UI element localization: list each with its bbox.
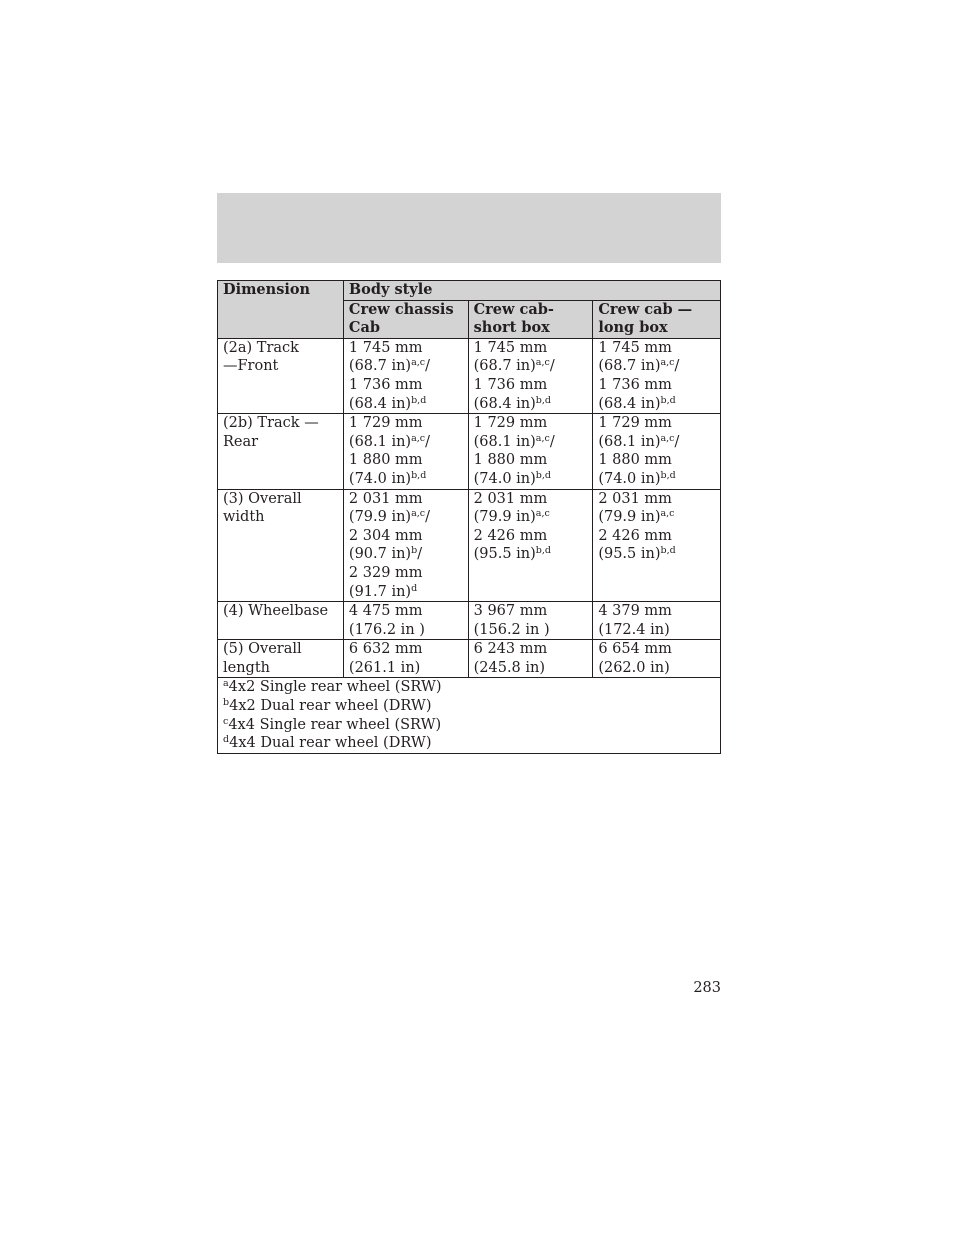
footnote-marker: b,d <box>660 394 676 406</box>
footnote-marker: b,d <box>535 545 551 557</box>
footnote-marker: a,c <box>535 357 550 369</box>
column-header-crew-cab-long-box: Crew cab — long box <box>593 300 721 338</box>
value-text: (68.4 in) <box>348 395 412 412</box>
value-line <box>474 659 588 678</box>
value-line <box>474 357 588 376</box>
footnote-mark: c <box>223 715 229 727</box>
value-text: 1 880 mm <box>598 452 672 469</box>
value-text: (68.4 in) <box>473 395 536 412</box>
value-line <box>349 339 463 358</box>
value-text: 2 329 mm <box>348 564 423 581</box>
column-header-crew-cab-short-box: Crew cab-short box <box>468 300 593 338</box>
value-line <box>349 414 463 433</box>
value-text: (95.5 in) <box>473 546 536 563</box>
dimension-label-line: (2b) Track — <box>223 415 319 432</box>
table-body <box>218 338 721 678</box>
table-row <box>218 338 721 413</box>
value-line <box>598 621 715 640</box>
value-text: (68.7 in) <box>598 358 661 375</box>
value-line <box>349 395 463 414</box>
dimension-label-line: (5) Overall <box>223 641 302 658</box>
value-line <box>349 602 463 621</box>
dimension-label-line: Rear <box>223 433 259 450</box>
value-line <box>598 414 715 433</box>
dimension-label-line: width <box>223 509 265 526</box>
value-cell <box>468 640 593 678</box>
footnote-marker: b <box>411 545 418 557</box>
value-line <box>598 490 715 509</box>
footnote-marker: a,c <box>411 432 426 444</box>
value-line <box>474 640 588 659</box>
value-text: (79.9 in) <box>348 509 412 526</box>
value-line <box>474 527 588 546</box>
value-line <box>349 621 463 640</box>
body-style-header: Body style <box>343 281 720 301</box>
value-cell <box>468 338 593 413</box>
value-cell <box>343 489 468 602</box>
separator-slash: / <box>417 546 423 563</box>
value-line <box>598 545 715 564</box>
value-cell <box>468 489 593 602</box>
footnote-text: 4x4 Dual rear wheel (DRW) <box>229 735 432 752</box>
dimension-label-line: (2a) Track <box>223 339 299 356</box>
value-line <box>349 433 463 452</box>
footnote-marker: b,d <box>660 545 676 557</box>
footnote-marker: a,c <box>660 432 675 444</box>
value-line <box>474 490 588 509</box>
footnotes <box>218 678 721 753</box>
value-text: (261.1 in) <box>348 659 421 676</box>
dimension-cell <box>218 414 344 489</box>
footnote-item <box>223 697 715 716</box>
footnote-marker: a,c <box>660 508 675 520</box>
value-line <box>598 508 715 527</box>
footnote-mark: d <box>223 734 230 746</box>
value-line <box>349 357 463 376</box>
value-line <box>598 433 715 452</box>
value-cell <box>343 602 468 640</box>
value-cell <box>593 640 721 678</box>
value-line <box>598 602 715 621</box>
value-line <box>598 357 715 376</box>
dimension-cell <box>218 338 344 413</box>
footnote-marker: a,c <box>535 432 550 444</box>
value-line <box>349 583 463 602</box>
value-line <box>598 527 715 546</box>
value-text: 6 243 mm <box>473 641 548 658</box>
footnote-mark: a <box>223 678 229 690</box>
value-line <box>598 470 715 489</box>
value-line <box>474 451 588 470</box>
value-text: (79.9 in) <box>598 509 661 526</box>
value-text: 1 880 mm <box>348 452 423 469</box>
separator-slash: / <box>425 509 430 526</box>
value-line <box>349 659 463 678</box>
footnote-text: 4x4 Single rear wheel (SRW) <box>228 716 442 733</box>
value-text: 1 729 mm <box>473 415 548 432</box>
value-text: 2 031 mm <box>473 490 548 507</box>
value-text: 1 880 mm <box>473 452 548 469</box>
footnote-item <box>223 734 715 753</box>
page-number: 283 <box>693 980 721 996</box>
dimension-cell <box>218 489 344 602</box>
footnote-marker: a,c <box>411 357 426 369</box>
separator-slash: / <box>425 433 430 450</box>
value-cell <box>343 640 468 678</box>
value-line <box>598 339 715 358</box>
value-line <box>598 659 715 678</box>
value-cell <box>343 414 468 489</box>
value-line <box>598 395 715 414</box>
value-cell <box>468 602 593 640</box>
value-line <box>474 470 588 489</box>
footnote-marker: a,c <box>535 508 550 520</box>
separator-slash: / <box>674 433 680 450</box>
table-row <box>218 640 721 678</box>
footnote-marker: d <box>411 582 418 594</box>
value-text: 1 745 mm <box>598 339 672 356</box>
dimension-cell <box>218 602 344 640</box>
value-text: (68.1 in) <box>473 433 536 450</box>
dimension-label-line: (3) Overall <box>223 490 302 507</box>
value-text: (68.7 in) <box>348 358 412 375</box>
dimension-label-line: —Front <box>223 358 279 375</box>
value-line <box>349 564 463 583</box>
value-line <box>349 376 463 395</box>
value-cell <box>468 414 593 489</box>
value-text: (172.4 in) <box>598 621 670 638</box>
table-row <box>218 602 721 640</box>
value-text: 1 745 mm <box>473 339 548 356</box>
value-line <box>349 545 463 564</box>
value-text: 1 736 mm <box>348 376 423 393</box>
value-line <box>474 621 588 640</box>
value-cell <box>593 602 721 640</box>
separator-slash: / <box>549 358 555 375</box>
footnote-marker: b,d <box>535 394 551 406</box>
footnote-item <box>223 678 715 697</box>
value-cell <box>593 338 721 413</box>
table-row <box>218 414 721 489</box>
value-text: (79.9 in) <box>473 509 536 526</box>
value-text: (68.1 in) <box>598 433 661 450</box>
footnote-marker: b,d <box>411 394 427 406</box>
value-text: (91.7 in) <box>348 583 412 600</box>
value-text: 2 426 mm <box>473 527 548 544</box>
separator-slash: / <box>674 358 680 375</box>
value-text: (68.4 in) <box>598 395 661 412</box>
value-cell <box>593 414 721 489</box>
value-text: 4 379 mm <box>598 603 672 620</box>
footnote-mark: b <box>223 697 230 709</box>
footnote-text: 4x2 Single rear wheel (SRW) <box>228 679 442 696</box>
value-line <box>474 433 588 452</box>
value-text: 1 745 mm <box>348 339 423 356</box>
dimension-label-line: length <box>223 659 271 676</box>
separator-slash: / <box>425 358 430 375</box>
value-text: (68.1 in) <box>348 433 412 450</box>
footnote-marker: b,d <box>660 469 676 481</box>
value-line <box>349 451 463 470</box>
value-line <box>349 470 463 489</box>
value-text: (156.2 in ) <box>473 621 550 638</box>
value-text: 6 654 mm <box>598 641 672 658</box>
section-header-band <box>217 193 721 263</box>
footnote-text: 4x2 Dual rear wheel (DRW) <box>229 698 432 715</box>
value-line <box>474 508 588 527</box>
value-text: 2 031 mm <box>348 490 423 507</box>
value-text: 1 729 mm <box>598 415 672 432</box>
value-text: 4 475 mm <box>348 603 423 620</box>
value-text: 6 632 mm <box>348 641 423 658</box>
value-line <box>349 640 463 659</box>
value-text: (74.0 in) <box>348 470 412 487</box>
value-cell <box>593 489 721 602</box>
value-text: (90.7 in) <box>348 546 412 563</box>
value-text: (245.8 in) <box>473 659 546 676</box>
value-line <box>474 545 588 564</box>
table-row <box>218 489 721 602</box>
column-header-crew-chassis-cab: Crew chassis Cab <box>343 300 468 338</box>
value-text: 1 736 mm <box>473 376 548 393</box>
footnote-marker: b,d <box>535 469 551 481</box>
value-line <box>349 490 463 509</box>
dimension-label-line: (4) Wheelbase <box>223 603 329 620</box>
value-line <box>474 395 588 414</box>
value-text: (68.7 in) <box>473 358 536 375</box>
dimension-header: Dimension <box>218 281 344 339</box>
value-text: 1 729 mm <box>348 415 423 432</box>
value-text: 2 304 mm <box>348 527 423 544</box>
value-line <box>349 508 463 527</box>
value-text: (262.0 in) <box>598 659 670 676</box>
value-text: 2 031 mm <box>598 490 672 507</box>
value-line <box>598 451 715 470</box>
separator-slash: / <box>549 433 555 450</box>
value-text: 3 967 mm <box>473 603 548 620</box>
value-line <box>598 376 715 395</box>
value-line <box>474 376 588 395</box>
dimension-cell <box>218 640 344 678</box>
value-text: 2 426 mm <box>598 527 672 544</box>
value-cell <box>343 338 468 413</box>
value-line <box>598 640 715 659</box>
value-text: (95.5 in) <box>598 546 661 563</box>
value-line <box>474 602 588 621</box>
footnote-marker: b,d <box>411 469 427 481</box>
value-text: (74.0 in) <box>598 470 661 487</box>
value-line <box>349 527 463 546</box>
value-text: (176.2 in ) <box>348 621 425 638</box>
footnote-item <box>223 716 715 735</box>
value-line <box>474 339 588 358</box>
dimensions-table <box>217 280 721 754</box>
value-text: 1 736 mm <box>598 376 672 393</box>
footnote-marker: a,c <box>411 508 426 520</box>
value-text: (74.0 in) <box>473 470 536 487</box>
footnote-marker: a,c <box>660 357 675 369</box>
value-line <box>474 414 588 433</box>
